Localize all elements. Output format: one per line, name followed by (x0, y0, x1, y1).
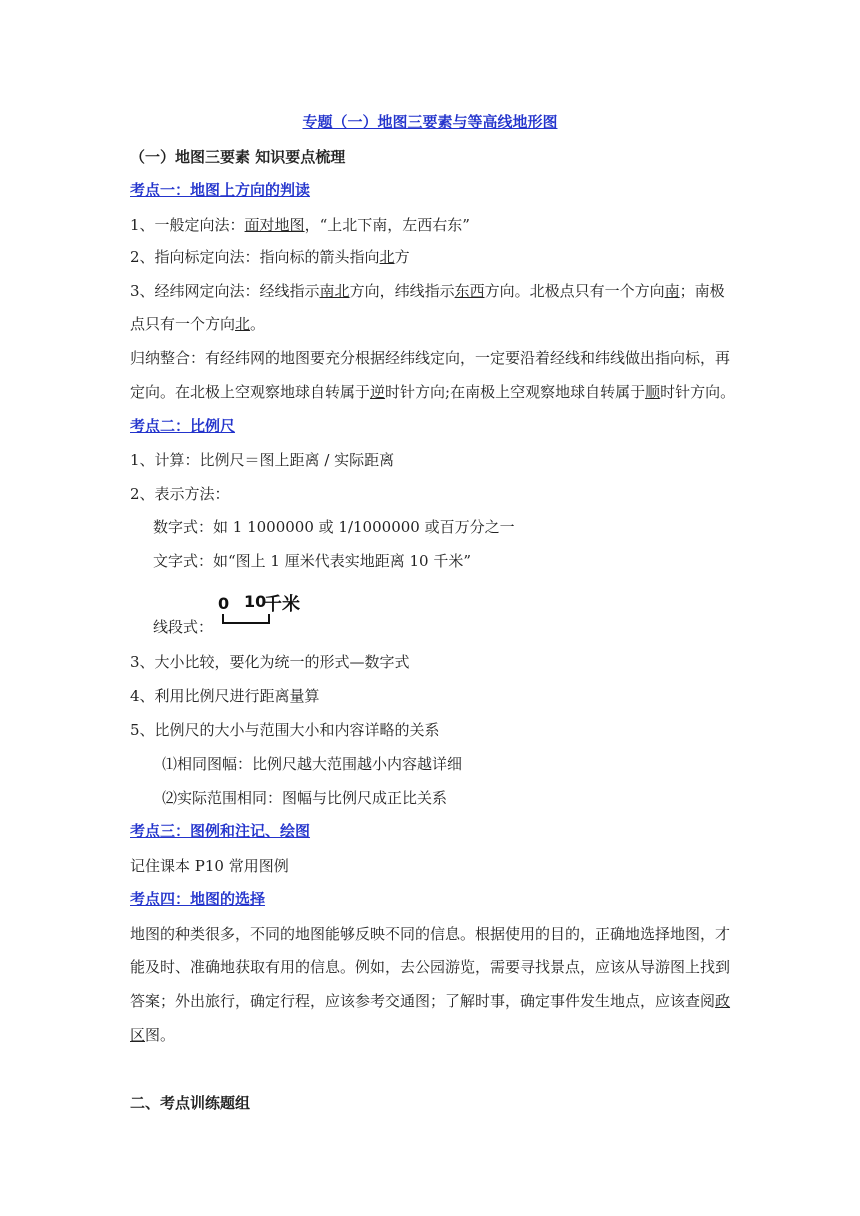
kp1-heading: 考点一：地图上方向的判读 (130, 181, 311, 199)
kp4-para-line2: 能及时、准确地获取有用的信息。例如，去公园游览，需要寻找景点，应该从导游图上找到 (130, 958, 731, 976)
kp3-heading: 考点三：图例和注记、绘图 (130, 822, 311, 840)
kp2-heading: 考点二：比例尺 (130, 417, 236, 435)
kp2-item-5: 5、比例尺的大小与范围大小和内容详略的关系 (130, 721, 440, 739)
kp2-sub-1: ⑴相同图幅：比例尺越大范围越小内容越详细 (162, 755, 463, 773)
kp1-item-1: 1、一般定向法：面对地图，“上北下南，左西右东” (130, 216, 470, 234)
kp3-text: 记住课本 P10 常用图例 (130, 857, 289, 875)
kp2-sub-2: ⑵实际范围相同：图幅与比例尺成正比关系 (162, 789, 448, 807)
kp2-item-4: 4、利用比例尺进行距离量算 (130, 687, 320, 705)
kp2-numeric-form: 数字式：如 1 1000000 或 1/1000000 或百万分之一 (153, 518, 515, 536)
kp2-item-2: 2、表示方法： (130, 485, 230, 503)
scale-bar-line (222, 614, 270, 624)
kp1-summary-line1: 归纳整合：有经纬网的地图要充分根据经纬线定向，一定要沿着经线和纬线做出指向标，再 (130, 349, 731, 367)
scale-bar-zero: 0 (218, 594, 230, 613)
kp2-textual-form: 文字式：如“图上 1 厘米代表实地距离 10 千米” (153, 552, 472, 570)
section-heading-2: 二、考点训练题组 (130, 1094, 251, 1112)
section-heading-1: （一）地图三要素 知识要点梳理 (130, 148, 346, 166)
kp4-para-line3: 答案；外出旅行，确定行程，应该参考交通图；了解时事，确定事件发生地点，应该查阅政 (130, 992, 731, 1010)
kp2-item-3: 3、大小比较，要化为统一的形式—数字式 (130, 653, 410, 671)
kp1-item-2: 2、指向标定向法：指向标的箭头指向北方 (130, 248, 410, 266)
kp1-item-3-cont: 点只有一个方向北。 (130, 315, 266, 333)
kp2-item-1: 1、计算：比例尺＝图上距离 / 实际距离 (130, 451, 395, 469)
kp4-para-line4: 区图。 (130, 1026, 176, 1044)
kp1-summary-line2: 定向。在北极上空观察地球自转属于逆时针方向;在南极上空观察地球自转属于顺时针方向。 (130, 383, 736, 401)
kp2-linear-label: 线段式： (153, 618, 214, 636)
document-title: 专题（一）地图三要素与等高线地形图 (302, 113, 558, 131)
scale-bar (218, 592, 308, 632)
kp4-heading: 考点四：地图的选择 (130, 890, 266, 908)
scale-bar-unit: 千米 (264, 594, 300, 615)
kp4-para-line1: 地图的种类很多，不同的地图能够反映不同的信息。根据使用的目的，正确地选择地图，才 (130, 925, 731, 943)
kp1-item-3: 3、经纬网定向法：经线指示南北方向，纬线指示东西方向。北极点只有一个方向南；南极 (130, 282, 725, 300)
scale-bar-ten: 10 (244, 592, 267, 611)
